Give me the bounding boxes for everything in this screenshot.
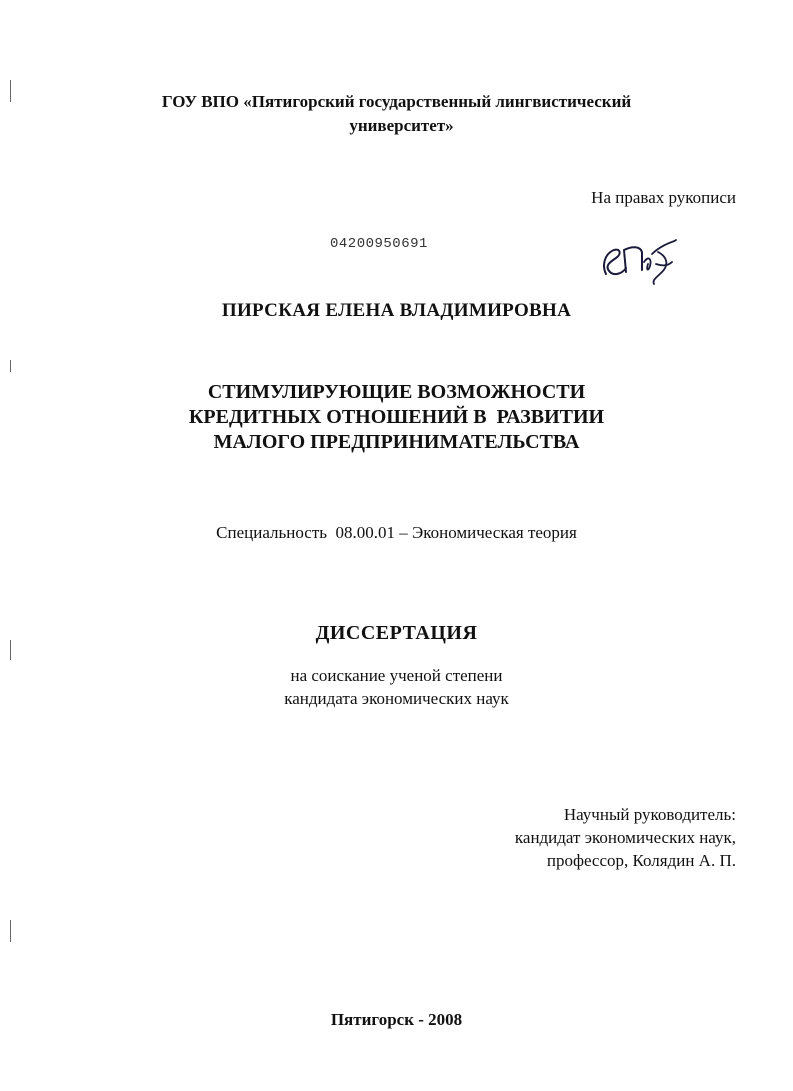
scan-artifact [10,920,11,942]
institution-line-1: ГОУ ВПО «Пятигорский государственный лингвистический [161,92,632,111]
scan-artifact [10,80,11,102]
institution-name [0,90,793,138]
registration-code: 04200950691 [330,236,428,252]
degree-line-2: кандидата экономических наук [284,689,509,708]
scan-artifact [10,360,11,372]
author-name: ПИРСКАЯ ЕЛЕНА ВЛАДИМИРОВНА [221,300,572,321]
supervisor-line-1: Научный руководитель: [563,805,736,824]
supervisor-line-3: профессор, Колядин А. П. [546,851,736,870]
scan-artifact [10,640,11,660]
specialty: Специальность 08.00.01 – Экономическая теория [216,523,577,542]
work-type: ДИССЕРТАЦИЯ [315,622,478,644]
degree-sought [0,664,793,710]
manuscript-rights: На правах рукописи [591,188,736,207]
title-line-3: МАЛОГО ПРЕДПРИНИМАТЕЛЬСТВА [213,431,580,453]
signature-icon [596,236,680,288]
dissertation-title [0,380,793,455]
title-line-2: КРЕДИТНЫХ ОТНОШЕНИЙ В РАЗВИТИИ [188,406,605,428]
supervisor-block [515,803,736,872]
institution-line-2: университет» [349,116,454,135]
supervisor-line-2: кандидат экономических наук, [514,828,736,847]
city-year: Пятигорск - 2008 [330,1010,463,1029]
degree-line-1: на соискание ученой степени [290,666,503,685]
title-line-1: СТИМУЛИРУЮЩИЕ ВОЗМОЖНОСТИ [207,381,586,403]
